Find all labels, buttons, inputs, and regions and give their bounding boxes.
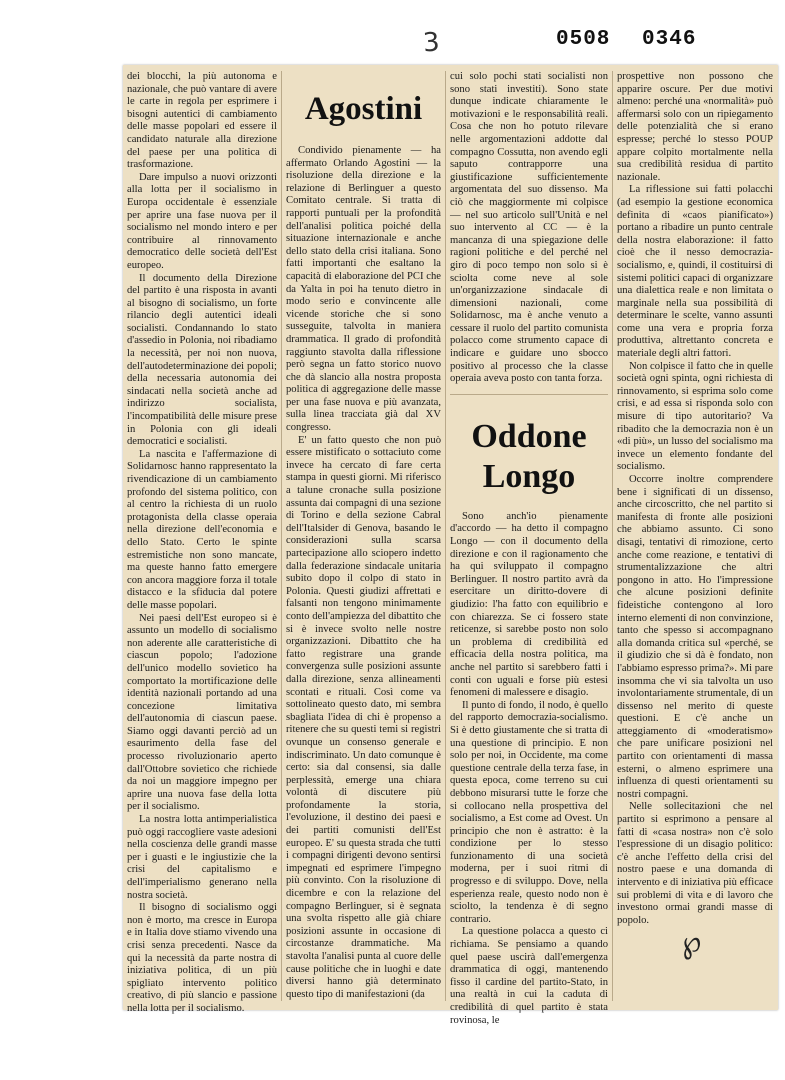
paragraph: La nascita e l'affermazione di Solidarnosc hanno rappresentato la rivendicazione di un cambiamento profondo del sistema politico, con al centro la richiesta di un ruolo protagonista della classe operaia nella direzione dell'economia e dello Stato. Certo le spinte estremistiche non sono mancate, ma queste hanno fatto emergere con ancora maggiore forza il totale distacco e la sfiducia dal potere delle masse popolari. xyxy=(127,448,277,611)
headline-oddone-longo: Oddone Longo xyxy=(471,417,587,495)
paragraph: Occorre inoltre comprendere bene i significati di un dissenso, anche circoscritto, che nel partito si manifesta di fronte alle posizioni che abbiamo assunto. Ci sono disagi, tentativi di rimozione, certo anche come reazione, e tentativi di strumentalizzazione che altri pongono in atto. Ho l'impressione che alcune posizioni definite fideistiche contengono al loro interno elementi di non convinzione, tanto che spesso si accompagnano alla domanda critica sul «perché, se il giudizio che si dà è fondato, non l'abbiamo espresso prima?». Mi pare insomma che vi sia talvolta un uso involontariamente strumentale, di un dissenso nel merito di queste questioni. E c'è anche un atteggiamento di «moderatismo» che pare unificare posizioni nel partito con orientamenti di massa esterni, o almeno esprimere una influenza di questi orientamenti su nostri compagni. xyxy=(617,474,773,800)
paragraph: Dare impulso a nuovi orizzonti alla lotta per il socialismo in Europa occidentale è essenziale per aprire una fase nuova per il socialismo nel mondo intero e per contribuire al rinnovamento democratico delle società dell'Est europeo. xyxy=(127,171,277,271)
paragraph: cui solo pochi stati socialisti non sono stati investiti). Sono state dunque indicate chiaramente le motivazioni e le responsabilità reali. Cosa che non ho potuto rilevare nelle argomentazioni addotte dal compagno Cossutta, non avendo egli saputo contrapporre una giustificazione sufficientemente argomentata del suo dissenso. Ma ciò che maggiormente mi colpisce — nel suo articolo sull'Unità e nel suo intervento al CC — è la mancanza di una spiegazione delle ragioni politiche e del perché nel giro di poco tempo non solo si è sciolta come neve al sole un'organizzazione sindacale di dimensioni nazionali, come Solidarnosc, ma è anche venuto a cessare il ruolo del partito comunista polacco come strumento capace di indicare e guidare uno sbocco positivo al processo che la classe operaia aveva posto con tanta forza. xyxy=(450,71,608,385)
archive-stamp-code-b: 0346 xyxy=(642,28,697,51)
paragraph: dei blocchi, la più autonoma e nazionale, che può vantare di avere le carte in regola per esprimere i bisogni autentici di cambiamento delle masse popolari ed essere il candidato naturale alla direzione del paese per una politica di trasformazione. xyxy=(127,71,277,171)
paragraph: Non colpisce il fatto che in quelle società ogni spinta, ogni richiesta di rinnovamento, si esprima solo come crisi, e ad essa si risponda solo con misure di tipo autoritario? Va ribadito che la democrazia non è un «di più», un lusso del socialismo ma invece un elemento fondante del socialismo. xyxy=(617,360,773,473)
handwritten-signature: ℘ xyxy=(676,923,705,962)
paragraph: Sono anch'io pienamente d'accordo — ha detto il compagno Longo — con il documento della direzione e con il ragionamento che ha qui sviluppato il compagno Berlinguer. Il nostro partito avrà da esercitare un diritto-dovere di giudizio: l'ha fatto con equilibrio e con chiarezza. Se ci fossero state reticenze, si sarebbe posto non solo un problema di credibilità ed efficacia della nostra politica, ma anche nel partito si sarebbero fatti i conti con uguali e forse più estesi fenomeni di malessere e disagio. xyxy=(450,510,608,699)
paragraph: Nei paesi dell'Est europeo si è assunto un modello di socialismo non aderente alle caratteristiche di ciascun popolo; l'adozione dell'unico modello sovietico ha comportato la mortificazione delle identità nazionali portando ad una concezione limitativa dell'autonomia di ciascun paese. Siamo oggi davanti perciò ad un esaurimento della fase del processo rivoluzionario aperto dall'Ottobre sovietico che richiede da noi un maggiore impegno per aprire una nuova fase della lotta per il socialismo. xyxy=(127,612,277,813)
paragraph: Nelle sollecitazioni che nel partito si esprimono a pensare al fatti di «casa nostra» non c'è solo l'espressione di un disagio politico: c'è anche l'effetto della crisi del nostro paese e una domanda di intervento e di iniziativa più efficace sui problemi di vita e di lavoro che investono ormai grandi masse di popolo. xyxy=(617,801,773,926)
headline-agostini: Agostini xyxy=(304,91,423,127)
paragraph: Condivido pienamente — ha affermato Orlando Agostini — la risoluzione della direzione e la relazione di Berlinguer a questo Comitato centrale. Si tratta di rapporti puntuali per la profondità dell'analisi politica poiché della situazione internazionale e anche dello stato della crisi italiana. Sono fatti importanti che esaltano la capacità di elaborazione del PCI che da Yalta in poi ha tenuto dietro in modo serio e convincente alle vicende storiche che si sono susseguite, talvolta in maniera drammatica. Il grado di profondità raggiunto stavolta dalla riflessione però segna un fatto storico nuovo che dà slancio alla nostra proposta politica di aggregazione delle masse per una fase nuova e più avanzata, sulla linea tracciata già dal XV congresso. xyxy=(286,145,441,434)
column-divider xyxy=(281,71,282,1001)
paragraph: La questione polacca a questo ci richiama. Se pensiamo a quando quel paese uscirà dall'emergenza drammatica di oggi, mantenendo fisso il cardine del partito-Stato, in una realtà in cui la caduta di credibilità di quel partito è stata rovinosa, le xyxy=(450,926,608,1026)
archive-stamp-code-a: 0508 xyxy=(556,28,611,51)
paragraph: prospettive non possono che apparire oscure. Per due motivi almeno: perché una «normalità» può affermarsi solo con un ripiegamento delle potenzialità che si erano espresse; perché lo stesso POUP appare colpito mortalmente nella sua credibilità residua di partito nazionale. xyxy=(617,71,773,183)
article-column-2 xyxy=(286,71,441,1006)
article-column-4 xyxy=(617,71,773,1006)
paragraph: La riflessione sui fatti polacchi (ad esempio la gestione economica definita di «caos pianificato») portano a ribadire un punto centrale della nostra elaborazione: il fatto cioè che il nesso democrazia-socialismo, e, quindi, il costituirsi di sistemi politici capaci di organizzare una dialettica reale e non limitata o marginale nella sua possibilità di determinare le scelte, vanno assunti come una vera e propria forza produttiva, altrettanto concreta e materiale degli altri fattori. xyxy=(617,184,773,360)
paragraph: Il documento della Direzione del partito è una risposta in avanti al bisogno di socialismo, un forte rilancio degli autentici ideali socialisti. Condannando lo stato d'assedio in Polonia, noi ribadiamo la necessità, per noi non nuova, dell'autodeterminazione dei popoli; della necessaria autonomia dei sindacati nella società anche ad indirizzo socialista, l'incompatibilità delle misure prese in Polonia con gli ideali democratici e socialisti. xyxy=(127,272,277,448)
archive-stamp xyxy=(556,28,696,51)
paragraph: E' un fatto questo che non può essere mistificato o sottaciuto come invece ha cercato di fare certa stampa in questi giorni. Mi riferisco a talune cronache sulla posizione assunta dai compagni di una sezione di Torino e della sezione Cabral dell'Italsider di Genova, basando le considerazioni sulla scarsa partecipazione allo sciopero indetto dalla federazione sindacale unitaria subito dopo il colpo di stato in Polonia. Questi giudizi affrettati e falsanti non tengono minimamente conto dell'ampiezza del dibattito che si è invece svolto nelle nostre organizzazioni. Dibattito che ha fatto registrare una grande convergenza sulle posizioni assunte dalla direzione, senza allineamenti scontati e rituali. Così come va sottolineato questo dato, mi sembra sbagliata l'idea di chi è propenso a ritenere che su questi temi si registri ovunque un consenso generale e indiscriminato. Un dato comunque è certo: sia dal consensi, sia dalle perplessità, emerge una chiara volontà di discutere più profondamente la storia, l'evoluzione, il destino dei paesi e dei partiti comunisti dell'Est europeo. E' su questa strada che tutti i compagni dirigenti devono sentirsi impegnati ed esprimere l'impegno più convinto. Con la risoluzione di dicembre e con la relazione del compagno Berlinguer, si è segnata una svolta rispetto alle già chiare posizioni assunte in occasione di circostanze drammatiche. Ma stavolta l'analisi punta al cuore delle cause politiche che in luoghi e date diversi hanno già determinato questo tipo di manifestazioni (da xyxy=(286,434,441,1000)
paragraph: Il bisogno di socialismo oggi non è morto, ma cresce in Europa e in Italia dove stiamo vivendo una crisi senza precedenti. Nasce da qui la necessità da parte nostra di iniziativa politica, di un più spigliato intervento politico creativo, di più slancio e passione nella lotta per il socialismo. xyxy=(127,902,277,1014)
column-divider xyxy=(612,71,613,1001)
handwritten-page-number: 3 xyxy=(421,27,441,59)
paragraph: Il punto di fondo, il nodo, è quello del rapporto democrazia-socialismo. Si è detto giustamente che si tratta di una questione di principio. E non solo per noi, in Occidente, ma come questione centrale della terza fase, in questa epoca, come terreno su cui debbono misurarsi tutte le forze che si collocano nella prospettiva del socialismo, a Est come ad Ovest. Un principio che non è astratto: è la condizione per lo stesso funzionamento di una società moderna, per i suoi ritmi di progresso e di sviluppo. Dove, nella esperienza reale, questo nodo non è sciolto, la tendenza è di segno contrario. xyxy=(450,699,608,925)
article-column-3 xyxy=(450,71,608,1026)
paragraph: La nostra lotta antimperialistica può oggi raccogliere vaste adesioni nella coscienza delle grandi masse per i guasti e le ingiustizie che la crisi del capitalismo e dell'imperialismo generano nella nostra società. xyxy=(127,814,277,901)
column-divider xyxy=(445,71,446,1001)
article-column-1 xyxy=(127,71,277,1014)
section-separator xyxy=(450,386,608,395)
newspaper-clipping xyxy=(123,65,778,1026)
